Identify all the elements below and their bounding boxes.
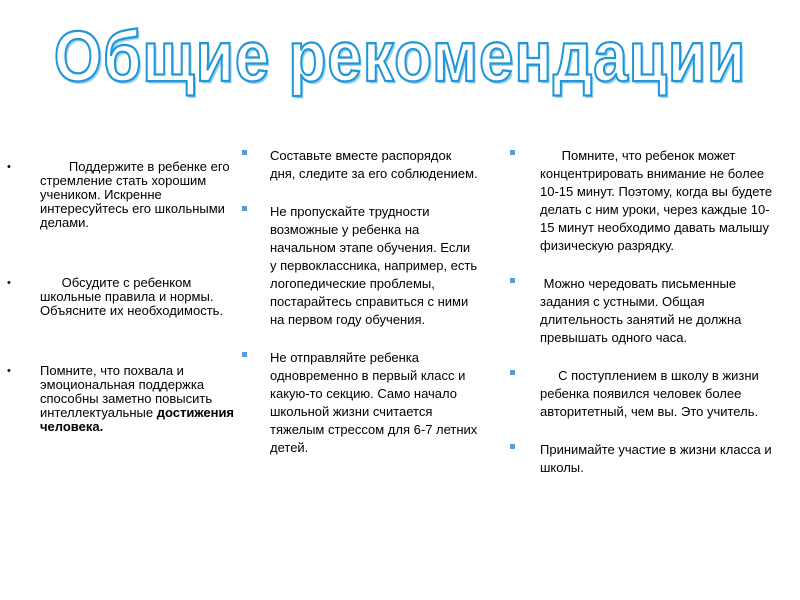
list-item-text: Принимайте участие в жизни класса и школы. bbox=[540, 442, 772, 475]
indent bbox=[540, 368, 558, 383]
list-item-text: Не отправляйте ребенка одновременно в первый класс и какую-то секцию. Само начало школьной жизни считается тяжелым стрессом для 6-7 летних детей. bbox=[270, 350, 478, 455]
list-item bbox=[0, 364, 238, 434]
bullet-icon: • bbox=[7, 365, 11, 377]
list-item bbox=[0, 160, 238, 230]
list-item-text: С поступлением в школу в жизни ребенка появился человек более авторитетный, чем вы. Это учитель. bbox=[540, 368, 759, 419]
column-middle bbox=[240, 147, 480, 477]
recommendation-list-left bbox=[0, 160, 238, 434]
list-item-text: Не пропускайте трудности возможные у ребенка на начальном этапе обучения. Если у первоклассника, например, есть логопедические проблемы, постарайтесь справиться с ними на первом году обучения. bbox=[270, 204, 478, 327]
square-bullet-icon bbox=[510, 444, 515, 449]
list-item-text: Поддержите в ребенке его стремление стать хорошим учеником. Искренне интересуйтесь его школьными делами. bbox=[40, 159, 230, 230]
square-bullet-icon bbox=[242, 206, 247, 211]
list-item-text: Помните, что ребенок может концентрировать внимание не более 10-15 минут. Поэтому, когда вы будете делать с ним уроки, через каждые 10-15 минут необходимо давать малышу физическую разрядку. bbox=[540, 148, 773, 253]
square-bullet-icon bbox=[242, 150, 247, 155]
page-title: Общие рекомендации bbox=[53, 17, 747, 98]
list-item bbox=[508, 147, 780, 255]
list-item bbox=[508, 367, 780, 421]
list-item-text: Можно чередовать письменные задания с устными. Общая длительность занятий не должна превышать одного часа. bbox=[540, 276, 742, 345]
list-item bbox=[0, 276, 238, 318]
indent bbox=[540, 148, 562, 163]
square-bullet-icon bbox=[510, 278, 515, 283]
list-item-text: Обсудите с ребенком школьные правила и нормы. Объясните их необходимость. bbox=[40, 275, 224, 318]
list-item bbox=[508, 441, 780, 477]
list-item-bold-text: достижения человека. bbox=[40, 405, 235, 434]
indent bbox=[40, 159, 69, 174]
list-item-text: Составьте вместе распорядок дня, следите за его соблюдением. bbox=[270, 148, 478, 181]
square-bullet-icon bbox=[510, 150, 515, 155]
bullet-icon: • bbox=[7, 277, 11, 289]
square-bullet-icon bbox=[510, 370, 515, 375]
list-item bbox=[508, 275, 780, 347]
list-item-text: Помните, что похвала и эмоциональная поддержка способны заметно повысить интеллектуальные bbox=[40, 363, 213, 420]
recommendation-list-right bbox=[508, 147, 780, 477]
recommendation-list-middle bbox=[240, 147, 480, 457]
list-item bbox=[240, 203, 480, 329]
list-item bbox=[240, 349, 480, 457]
indent bbox=[40, 275, 62, 290]
column-right bbox=[508, 147, 780, 497]
bullet-icon: • bbox=[7, 161, 11, 173]
square-bullet-icon bbox=[242, 352, 247, 357]
column-left bbox=[0, 160, 238, 434]
list-item bbox=[240, 147, 480, 183]
